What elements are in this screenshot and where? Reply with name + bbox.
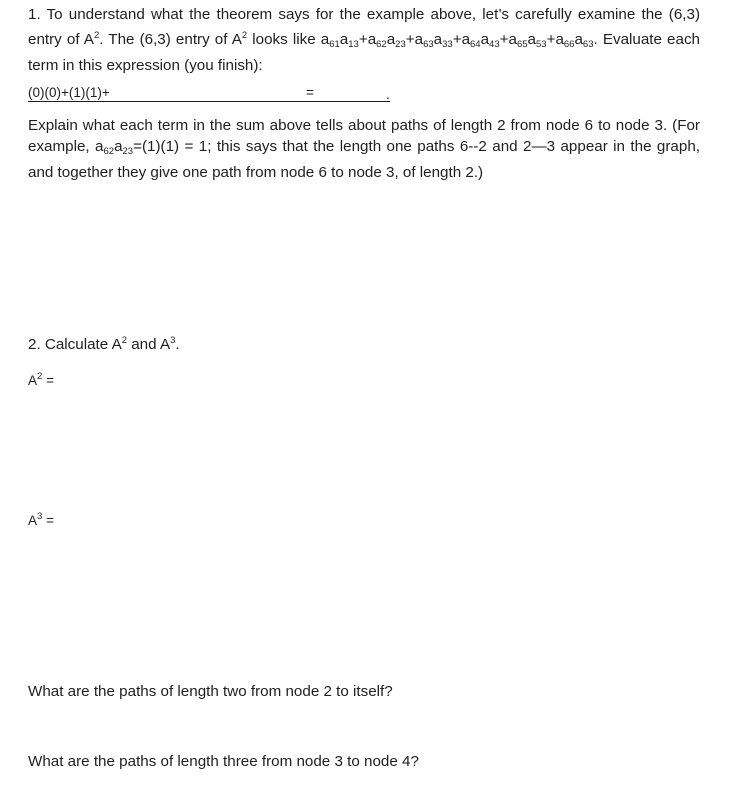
answer-line-equals: = xyxy=(306,85,314,100)
answer-fill-in-line[interactable] xyxy=(28,85,390,102)
question-1-text: 1. To understand what the theorem says for the example above, let’s carefully examine the (6,3) entry of $A^2$. The (6,3) entry of $A^2$ looks like $a_{61}a_{13}+a_{62}a_{23}+a_{63}a_{33}+a_{64}a_{43}+a_{65}a_{53}+a_{66}a_{63}$. Evaluate each term in this expression (you finish): xyxy=(28,6,700,74)
answer-line-end: . xyxy=(386,86,390,102)
answer-line-start: (0)(0)+(1)(1)+ xyxy=(28,85,110,100)
a-cubed-label: $A^3$ = xyxy=(28,511,54,528)
question-2-text: 2. Calculate $A^2$ and $A^3$. xyxy=(28,335,180,353)
example-term: $a_{62}a_{23}$ xyxy=(95,138,134,157)
a-squared-label: $A^2$ = xyxy=(28,371,54,388)
question-paths-length-two: What are the paths of length two from node 2 to itself? xyxy=(28,683,393,700)
a-squared-sum-expression: $a_{61}a_{13}+a_{62}a_{23}+a_{63}a_{33}+a_{64}a_{43}+a_{65}a_{53}+a_{66}a_{63}$. xyxy=(320,31,603,50)
explain-paragraph: Explain what each term in the sum above tells about paths of length 2 from node 6 to node 3. (For example, $a_{62}a_{23}=(1)(1) = 1$; this says that the length one paths 6--2 and 2—3 appear in the graph, and together they give one path from node 6 to node 3, of length 2.) xyxy=(28,117,700,181)
question-paths-length-three: What are the paths of length three from node 3 to node 4? xyxy=(28,753,419,770)
